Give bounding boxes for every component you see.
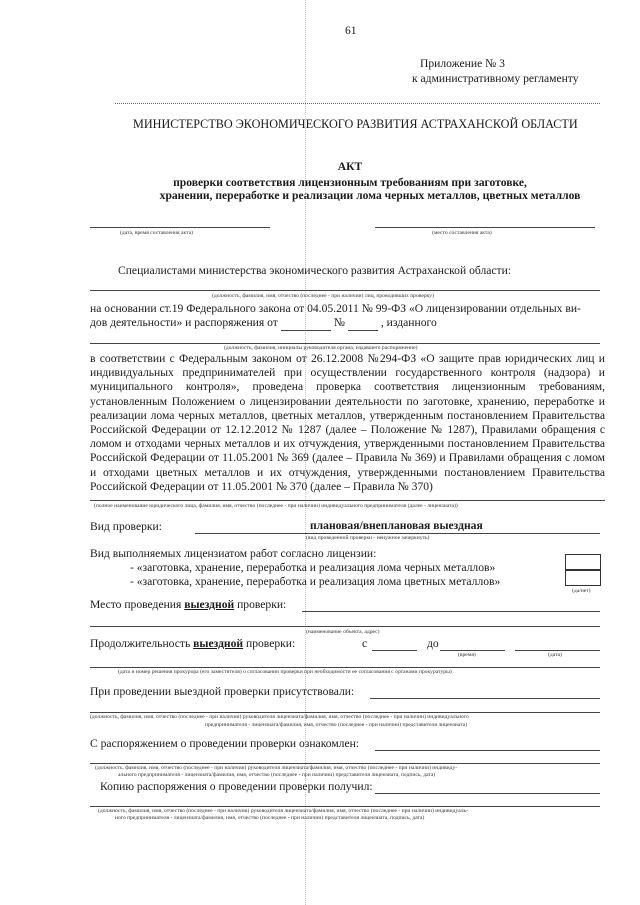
basis-line-1: на основании ст.19 Федерального закона от 04.05.2011 № 99-ФЗ «О лицензировании отдельных ви- [90, 302, 581, 315]
check-kind-label: Вид проверки: [90, 520, 162, 533]
check-kind-caption: (вид проведенной проверки - ненужное зачеркнуть) [306, 535, 430, 541]
acquainted-label: С распоряжением о проведении проверки ознакомлен: [90, 737, 360, 750]
acquainted-caption-2: ального предпринимателя - лицензиата/фамилия, имя, отчество (последнее - при наличии) представителя лицензиата, подпись, дата) [118, 772, 436, 778]
present-caption-1: (должность, фамилия, имя, отчество (последнее - при наличии) руководителя лицензиата/фамилия, имя, отчество (последнее - при наличии) индивидуального [90, 714, 469, 720]
act-subtitle-1: проверки соответствия лицензионным требованиям при заготовке, [173, 176, 527, 189]
divider [115, 103, 600, 104]
tick-caption: (да/нет) [572, 588, 591, 594]
copy-field[interactable] [375, 793, 600, 794]
date-time-caption: (дата, время составления акта) [120, 230, 193, 236]
ministry-name: МИНИСТЕРСТВО ЭКОНОМИЧЕСКОГО РАЗВИТИЯ АСТРАХАНСКОЙ ОБЛАСТИ [133, 117, 578, 131]
act-subtitle-2: хранении, переработке и реализации лома черных металлов, цветных металлов [159, 189, 581, 202]
head-field[interactable] [90, 343, 600, 344]
inspection-place-label [90, 598, 286, 612]
works-label: Вид выполняемых лицензиатом работ согласно лицензии: [90, 547, 377, 560]
acquainted-field-2[interactable] [90, 763, 600, 764]
dur-text-a: Продолжительность [90, 637, 194, 650]
dur-text-c: проверки: [243, 637, 296, 650]
inspection-place-field-2[interactable] [90, 626, 600, 627]
order-number-sign: № [333, 316, 345, 329]
from-label: с [362, 637, 368, 650]
time-field[interactable] [440, 650, 505, 651]
page-number: 61 [345, 24, 357, 37]
check-kind-field[interactable] [195, 533, 600, 534]
object-caption: (наименование объекта, адрес) [306, 629, 380, 635]
work-nonferrous-checkbox[interactable] [565, 570, 601, 586]
present-field-2[interactable] [90, 712, 600, 713]
date-time-field[interactable] [90, 227, 270, 228]
copy-field-2[interactable] [90, 806, 600, 807]
work-item-ferrous: - «заготовка, хранение, переработка и реализация лома черных металлов» [130, 561, 496, 574]
acquainted-caption-1: (должность, фамилия, имя, отчество (последнее - при наличии) руководителя лицензиата/фамилия, имя, отчество (последнее - при наличии) индивиду- [95, 765, 458, 771]
copy-caption-2: ного предпринимателя - лицензиата/фамилия, имя, отчество (последнее - при наличии) представителя лицензиата, подпись, дата) [115, 815, 425, 821]
place-field[interactable] [375, 227, 595, 228]
present-label: При проведении выездной проверки присутствовали: [90, 685, 355, 698]
order-number-field[interactable] [348, 316, 378, 331]
work-item-nonferrous: - «заготовка, хранение, переработка и реализация лома цветных металлов» [130, 575, 501, 588]
work-ferrous-checkbox[interactable] [565, 554, 601, 570]
basis-line-2 [90, 316, 437, 331]
basis-text-a: дов деятельности» и распоряжения от [90, 316, 278, 329]
appendix-number: Приложение № 3 [420, 57, 505, 70]
date-field[interactable] [515, 650, 600, 651]
place-caption: (место составления акта) [432, 230, 492, 236]
duration-label [90, 637, 295, 651]
order-date-field[interactable] [281, 316, 331, 331]
head-caption: (должность, фамилия, инициалы руководителя органа, издавшего распоряжение) [224, 345, 418, 351]
dur-text-b: выездной [193, 637, 244, 650]
present-caption-2: предпринимателя - лицензиата/фамилия, имя, отчество (последнее - при наличии) представителя лицензиата) [205, 722, 467, 728]
to-label: до [427, 637, 439, 650]
act-title: АКТ [337, 160, 363, 173]
licensee-caption: (полное наименование юридического лица, фамилия, имя, отчество (последнее - при наличии) индивидуального предпринимателя (далее - лицензиата)) [94, 503, 458, 509]
basis-text-b: , изданного [380, 316, 437, 329]
legal-paragraph: в соответствии с Федеральным законом от 26.12.2008 №294-ФЗ «О защите прав юридических лиц и индивидуальных предпринимателей при осуществлении государственного контроля (надзора) и муниципального контроля», проведена проверка соответствия лицензионным требованиям, установленным Положением о лицензировании деятельности по заготовке, хранению, переработке и реализации лома черных металлов, цветных металлов, утвержденным постановлением Правительства Российской Федерации от 12.12.2012 № 1287 (далее – Положение № 1287), Правилами обращения с ломом и отходами черных металлов и их отчуждения, утвержденными постановлением Правительства Российской Федерации от 11.05.2001 № 369 (далее – Правила № 369) и Правилами обращения с ломом и отходами цветных металлов и их отчуждения, утвержденными постановлением Правительства Российской Федерации от 11.05.2001 № 370 (далее – Правила № 370) [90, 352, 605, 493]
licensee-field[interactable] [90, 500, 605, 501]
specialists-label: Специалистами министерства экономического развития Астраханской области: [118, 264, 512, 277]
acquainted-field[interactable] [375, 750, 600, 751]
prosecutor-field[interactable] [90, 667, 600, 668]
time-caption: (время) [458, 652, 476, 658]
check-kind-value: плановая/внеплановая выездная [310, 519, 483, 532]
place-text-c: проверки: [234, 598, 287, 611]
place-text-a: Место проведения [90, 598, 185, 611]
present-field[interactable] [370, 698, 600, 699]
copy-caption-1: (должность, фамилия, имя, отчество (последнее - при наличии) руководителя лицензиата/фамилия, имя, отчество (последнее - при наличии) индивидуаль- [98, 808, 468, 814]
inspection-place-field[interactable] [302, 611, 600, 612]
specialists-field[interactable] [90, 290, 600, 291]
place-text-b: выездной [184, 598, 235, 611]
from-field[interactable] [372, 650, 417, 651]
date-caption: (дата) [548, 652, 562, 658]
specialists-caption: (должность, фамилия, имя, отчество (последнее - при наличии) лиц, проводивших проверку) [212, 293, 434, 299]
copy-label: Копию распоряжения о проведении проверки получил: [100, 780, 373, 793]
prosecutor-caption: (дата и номер решения прокурора (его заместителя) о согласовании проверки при необходимости ее согласования с органами прокуратуры) [118, 669, 452, 675]
appendix-reference: к административному регламенту [412, 72, 579, 85]
